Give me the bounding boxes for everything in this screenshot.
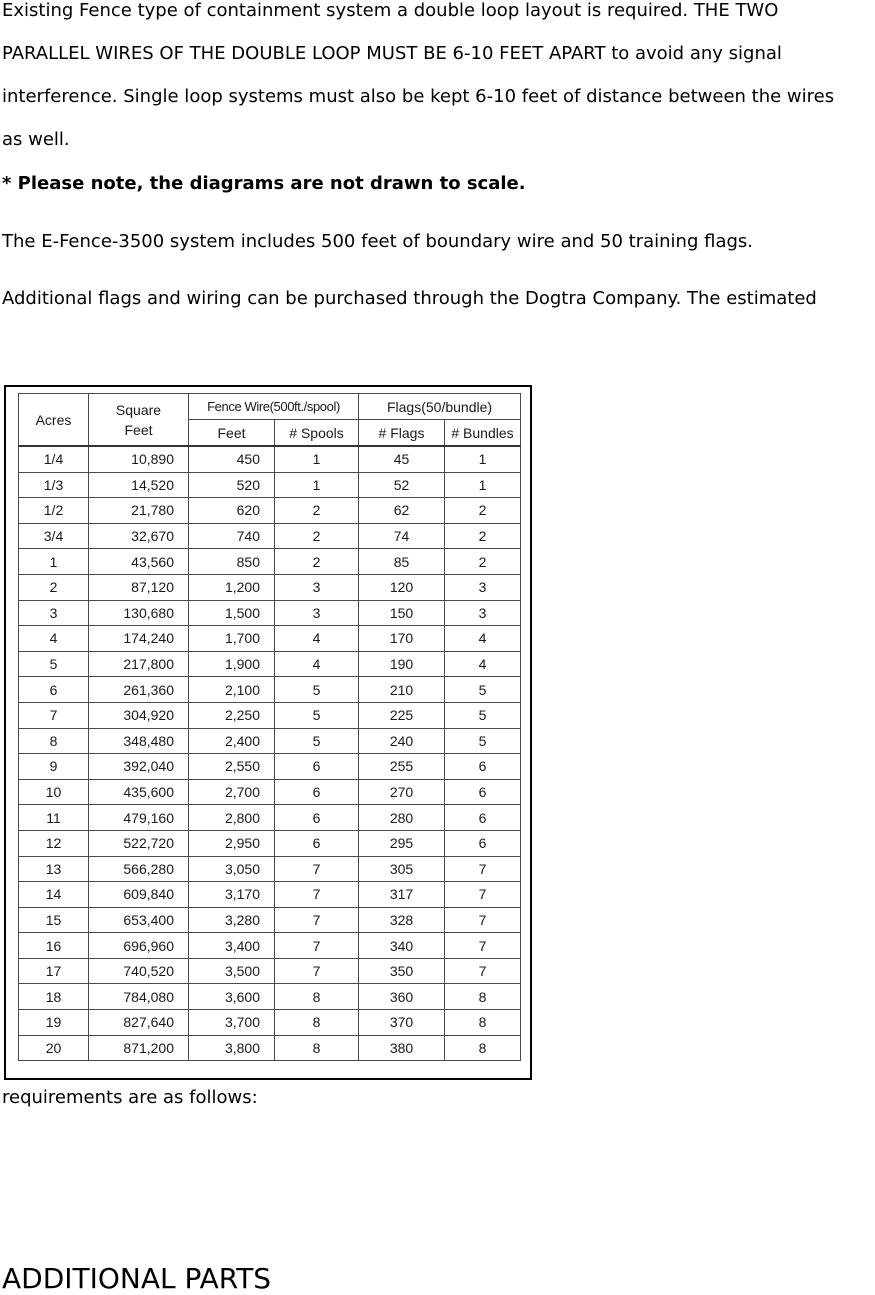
- acres-cell: 9: [19, 754, 89, 780]
- acres-cell: 16: [19, 933, 89, 959]
- acres-cell: 1: [19, 549, 89, 575]
- spools-cell: 2: [275, 549, 359, 575]
- bundles-cell: 8: [445, 1035, 521, 1061]
- header-square-feet: Square Feet: [89, 394, 189, 447]
- table-row: [19, 907, 521, 933]
- bundles-cell: 5: [445, 677, 521, 703]
- square-feet-cell: 87,120: [89, 574, 189, 600]
- table-row: [19, 626, 521, 652]
- square-feet-cell: 130,680: [89, 600, 189, 626]
- acres-cell: 18: [19, 984, 89, 1010]
- table-row: [19, 779, 521, 805]
- spools-cell: 6: [275, 779, 359, 805]
- table-row: [19, 446, 521, 472]
- table-row: [19, 830, 521, 856]
- flags-cell: 62: [359, 498, 445, 524]
- square-feet-cell: 392,040: [89, 754, 189, 780]
- feet-cell: 520: [189, 472, 275, 498]
- table-row: [19, 728, 521, 754]
- spools-cell: 2: [275, 523, 359, 549]
- acres-cell: 3: [19, 600, 89, 626]
- spools-cell: 3: [275, 574, 359, 600]
- spools-cell: 1: [275, 472, 359, 498]
- acres-cell: 20: [19, 1035, 89, 1061]
- spools-cell: 7: [275, 856, 359, 882]
- bundles-cell: 7: [445, 882, 521, 908]
- square-feet-cell: 696,960: [89, 933, 189, 959]
- paragraph-line: PARALLEL WIRES OF THE DOUBLE LOOP MUST BE 6-10 FEET APART to avoid any signal: [2, 43, 782, 64]
- feet-cell: 850: [189, 549, 275, 575]
- table-row: [19, 651, 521, 677]
- acres-cell: 15: [19, 907, 89, 933]
- table-row: [19, 677, 521, 703]
- table-row: [19, 1035, 521, 1061]
- fence-requirements-table: [18, 393, 521, 1061]
- spools-cell: 4: [275, 651, 359, 677]
- table-row: [19, 984, 521, 1010]
- spools-cell: 6: [275, 830, 359, 856]
- square-feet-cell: 348,480: [89, 728, 189, 754]
- feet-cell: 3,700: [189, 1010, 275, 1036]
- flags-cell: 74: [359, 523, 445, 549]
- bundles-cell: 2: [445, 498, 521, 524]
- flags-cell: 380: [359, 1035, 445, 1061]
- feet-cell: 3,400: [189, 933, 275, 959]
- square-feet-cell: 479,160: [89, 805, 189, 831]
- square-feet-cell: 32,670: [89, 523, 189, 549]
- flags-cell: 255: [359, 754, 445, 780]
- acres-cell: 19: [19, 1010, 89, 1036]
- feet-cell: 2,250: [189, 702, 275, 728]
- table-body: [19, 446, 521, 1061]
- square-feet-cell: 14,520: [89, 472, 189, 498]
- spools-cell: 7: [275, 958, 359, 984]
- acres-cell: 4: [19, 626, 89, 652]
- flags-cell: 317: [359, 882, 445, 908]
- acres-cell: 3/4: [19, 523, 89, 549]
- feet-cell: 620: [189, 498, 275, 524]
- header-spools: # Spools: [275, 420, 359, 447]
- feet-cell: 2,400: [189, 728, 275, 754]
- feet-cell: 1,900: [189, 651, 275, 677]
- spools-cell: 4: [275, 626, 359, 652]
- flags-cell: 210: [359, 677, 445, 703]
- feet-cell: 3,050: [189, 856, 275, 882]
- header-flags: Flags(50/bundle): [359, 394, 521, 420]
- table-row: [19, 933, 521, 959]
- feet-cell: 2,950: [189, 830, 275, 856]
- acres-cell: 17: [19, 958, 89, 984]
- square-feet-cell: 609,840: [89, 882, 189, 908]
- bundles-cell: 7: [445, 856, 521, 882]
- bundles-cell: 2: [445, 523, 521, 549]
- acres-cell: 12: [19, 830, 89, 856]
- square-feet-cell: 653,400: [89, 907, 189, 933]
- paragraph-line: as well.: [2, 129, 70, 150]
- paragraph-additional-items: Additional flags and wiring can be purchased through the Dogtra Company. The estimated: [2, 288, 817, 309]
- acres-cell: 14: [19, 882, 89, 908]
- bundles-cell: 5: [445, 702, 521, 728]
- table-row: [19, 1010, 521, 1036]
- table-row: [19, 958, 521, 984]
- acres-cell: 1/3: [19, 472, 89, 498]
- flags-cell: 45: [359, 446, 445, 472]
- acres-cell: 10: [19, 779, 89, 805]
- bundles-cell: 7: [445, 933, 521, 959]
- header-fence-wire: Fence Wire(500ft./spool): [189, 394, 359, 420]
- bundles-cell: 7: [445, 958, 521, 984]
- spools-cell: 7: [275, 882, 359, 908]
- bundles-cell: 1: [445, 446, 521, 472]
- bundles-cell: 3: [445, 574, 521, 600]
- bundles-cell: 6: [445, 805, 521, 831]
- table-row: [19, 574, 521, 600]
- paragraph-requirements: requirements are as follows:: [2, 1087, 258, 1108]
- feet-cell: 1,200: [189, 574, 275, 600]
- square-feet-cell: 871,200: [89, 1035, 189, 1061]
- feet-cell: 3,500: [189, 958, 275, 984]
- flags-cell: 190: [359, 651, 445, 677]
- acres-cell: 5: [19, 651, 89, 677]
- acres-cell: 8: [19, 728, 89, 754]
- bundles-cell: 3: [445, 600, 521, 626]
- flags-cell: 270: [359, 779, 445, 805]
- acres-cell: 1/2: [19, 498, 89, 524]
- paragraph-line: Existing Fence type of containment system a double loop layout is required. THE TWO: [2, 0, 779, 21]
- bundles-cell: 2: [445, 549, 521, 575]
- flags-cell: 52: [359, 472, 445, 498]
- spools-cell: 8: [275, 984, 359, 1010]
- header-acres: Acres: [19, 394, 89, 447]
- flags-cell: 370: [359, 1010, 445, 1036]
- spools-cell: 6: [275, 754, 359, 780]
- square-feet-cell: 740,520: [89, 958, 189, 984]
- square-feet-cell: 522,720: [89, 830, 189, 856]
- flags-cell: 350: [359, 958, 445, 984]
- feet-cell: 2,550: [189, 754, 275, 780]
- flags-cell: 305: [359, 856, 445, 882]
- square-feet-cell: 435,600: [89, 779, 189, 805]
- acres-cell: 13: [19, 856, 89, 882]
- table-row: [19, 856, 521, 882]
- feet-cell: 3,800: [189, 1035, 275, 1061]
- spools-cell: 5: [275, 702, 359, 728]
- table-row: [19, 600, 521, 626]
- bundles-cell: 6: [445, 779, 521, 805]
- bundles-cell: 5: [445, 728, 521, 754]
- paragraph-included-items: The E-Fence-3500 system includes 500 feet of boundary wire and 50 training flags.: [2, 231, 754, 252]
- spools-cell: 2: [275, 498, 359, 524]
- table-row: [19, 754, 521, 780]
- acres-cell: 6: [19, 677, 89, 703]
- table-row: [19, 702, 521, 728]
- table-row: [19, 549, 521, 575]
- square-feet-cell: 827,640: [89, 1010, 189, 1036]
- square-feet-cell: 21,780: [89, 498, 189, 524]
- table-header-row: [19, 394, 521, 420]
- spools-cell: 6: [275, 805, 359, 831]
- square-feet-cell: 174,240: [89, 626, 189, 652]
- bundles-cell: 4: [445, 651, 521, 677]
- feet-cell: 2,100: [189, 677, 275, 703]
- feet-cell: 2,800: [189, 805, 275, 831]
- bundles-cell: 4: [445, 626, 521, 652]
- square-feet-cell: 217,800: [89, 651, 189, 677]
- square-feet-cell: 10,890: [89, 446, 189, 472]
- acres-cell: 2: [19, 574, 89, 600]
- flags-cell: 340: [359, 933, 445, 959]
- bundles-cell: 6: [445, 830, 521, 856]
- flags-cell: 328: [359, 907, 445, 933]
- flags-cell: 85: [359, 549, 445, 575]
- bundles-cell: 8: [445, 1010, 521, 1036]
- spools-cell: 3: [275, 600, 359, 626]
- square-feet-cell: 43,560: [89, 549, 189, 575]
- table-row: [19, 523, 521, 549]
- acres-cell: 11: [19, 805, 89, 831]
- header-feet: Feet: [189, 420, 275, 447]
- feet-cell: 3,600: [189, 984, 275, 1010]
- flags-cell: 295: [359, 830, 445, 856]
- square-feet-cell: 784,080: [89, 984, 189, 1010]
- flags-cell: 170: [359, 626, 445, 652]
- bundles-cell: 1: [445, 472, 521, 498]
- requirements-table-figure: [4, 385, 532, 1080]
- table-row: [19, 498, 521, 524]
- header-num-flags: # Flags: [359, 420, 445, 447]
- spools-cell: 7: [275, 907, 359, 933]
- section-heading: ADDITIONAL PARTS: [2, 1262, 272, 1295]
- bundles-cell: 7: [445, 907, 521, 933]
- flags-cell: 280: [359, 805, 445, 831]
- table-row: [19, 472, 521, 498]
- paragraph-line: interference. Single loop systems must also be kept 6-10 feet of distance between the wires: [2, 86, 835, 107]
- flags-cell: 150: [359, 600, 445, 626]
- feet-cell: 1,700: [189, 626, 275, 652]
- feet-cell: 1,500: [189, 600, 275, 626]
- feet-cell: 450: [189, 446, 275, 472]
- bundles-cell: 8: [445, 984, 521, 1010]
- spools-cell: 5: [275, 728, 359, 754]
- spools-cell: 5: [275, 677, 359, 703]
- flags-cell: 360: [359, 984, 445, 1010]
- feet-cell: 740: [189, 523, 275, 549]
- spools-cell: 8: [275, 1035, 359, 1061]
- scale-note: * Please note, the diagrams are not drawn to scale.: [2, 173, 526, 194]
- acres-cell: 7: [19, 702, 89, 728]
- flags-cell: 240: [359, 728, 445, 754]
- feet-cell: 3,170: [189, 882, 275, 908]
- bundles-cell: 6: [445, 754, 521, 780]
- table-row: [19, 882, 521, 908]
- square-feet-cell: 304,920: [89, 702, 189, 728]
- spools-cell: 7: [275, 933, 359, 959]
- square-feet-cell: 261,360: [89, 677, 189, 703]
- table-row: [19, 805, 521, 831]
- acres-cell: 1/4: [19, 446, 89, 472]
- flags-cell: 120: [359, 574, 445, 600]
- square-feet-cell: 566,280: [89, 856, 189, 882]
- header-bundles: # Bundles: [445, 420, 521, 447]
- feet-cell: 3,280: [189, 907, 275, 933]
- flags-cell: 225: [359, 702, 445, 728]
- feet-cell: 2,700: [189, 779, 275, 805]
- spools-cell: 1: [275, 446, 359, 472]
- spools-cell: 8: [275, 1010, 359, 1036]
